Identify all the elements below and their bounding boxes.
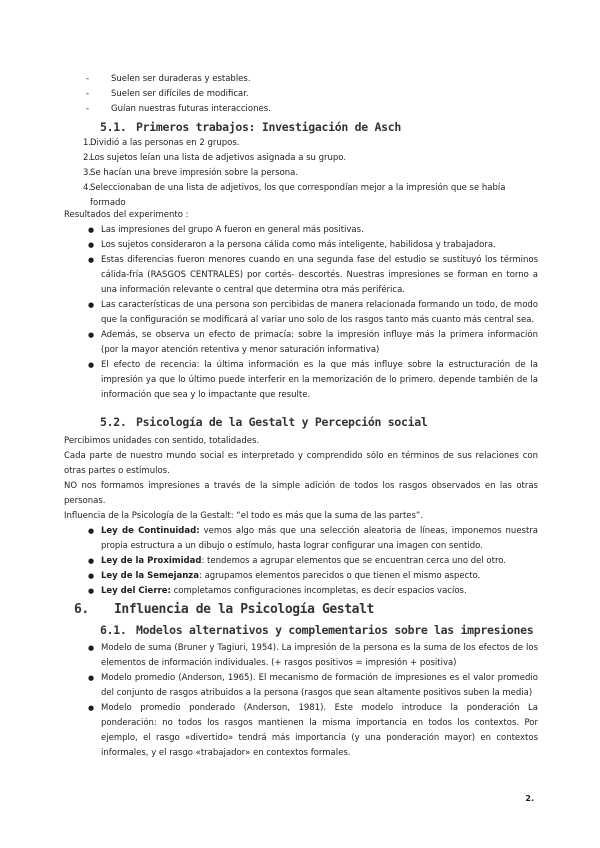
paragraph: NO nos formamos impresiones a través de la simple adición de todos los rasgos observados en las otras personas. xyxy=(64,481,538,506)
results-list xyxy=(64,223,538,403)
section-heading-6: 6. Influencia de la Psicología Gestalt xyxy=(74,602,374,617)
list-item: ● Las características de una persona son percibidas de manera relacionada formando un todo, de modo que la configuración se modificará al variar uno solo de los rasgos tanto más cuanto más central sea. xyxy=(88,300,538,325)
section-heading-5-1: 5.1. Primeros trabajos: Investigación de Asch xyxy=(100,120,401,134)
paragraph: Cada parte de nuestro mundo social es interpretado y comprendido sólo en términos de sus relaciones con otras partes o estímulos. xyxy=(64,451,538,476)
list-item: ● Modelo promedio (Anderson, 1965). El mecanismo de formación de impresiones es el valor promedio del conjunto de rasgos atribuidos a la persona (rasgos que sean altamente positivos suben la media) xyxy=(88,673,538,698)
list-item: - Guían nuestras futuras interacciones. xyxy=(86,104,271,114)
list-item: ● Modelo de suma (Bruner y Tagiuri, 1954). La impresión de la persona es la suma de los efectos de los elementos de información individuales. (+ rasgos positivos = impresión + positiva) xyxy=(88,643,538,668)
list-item: ● Ley del Cierre: completamos configuraciones incompletas, es decir espacios vacíos. xyxy=(88,586,467,596)
list-item: ● El efecto de recencia: la última información es la que más influye sobre la estructuración de la impresión ya que lo último puede interferir en la memorización de lo primero. depende también de la información que sea y lo impactante que resulte. xyxy=(88,360,538,400)
section-heading-5-2: 5.2. Psicología de la Gestalt y Percepción social xyxy=(100,415,428,429)
page-number: 2. xyxy=(525,794,534,803)
list-item: ● Las impresiones del grupo A fueron en general más positivas. xyxy=(88,225,364,235)
gestalt-laws-list xyxy=(64,524,538,599)
list-item: ● Ley de la Proximidad: tendemos a agrupar elementos que se encuentran cerca uno del otro. xyxy=(88,556,507,566)
list-item: ● Ley de Continuidad: vemos algo más que una selección aleatoria de líneas, imponemos nuestra propia estructura a un dibujo o estímulo, hasta lograr configurar una imagen con sentido. xyxy=(88,526,539,551)
list-item: 3. Se hacían una breve impresión sobre la persona. xyxy=(83,168,299,178)
dash-list xyxy=(64,72,538,117)
list-item: ● Los sujetos consideraron a la persona cálida como más inteligente, habilidosa y trabajadora. xyxy=(88,240,496,250)
models-list xyxy=(64,641,538,761)
numbered-list xyxy=(64,136,538,211)
list-item: 4. Seleccionaban de una lista de adjetivos, los que correspondían mejor a la impresión que se había formado xyxy=(83,183,506,208)
list-item: - Suelen ser difíciles de modificar. xyxy=(86,89,249,99)
section-heading-6-1: 6.1. Modelos alternativos y complementarios sobre las impresiones xyxy=(100,623,534,637)
list-item: ● Estas diferencias fueron menores cuando en una segunda fase del estudio se sustituyó los términos cálida-fría (RASGOS CENTRALES) por cortés- descortés. Nuestras impresiones se forman en torno a una información relevante o central que determina otra más periférica. xyxy=(88,255,538,295)
list-item: ● Ley de la Semejanza: agrupamos elementos parecidos o que tienen el mismo aspecto. xyxy=(88,571,481,581)
list-item: 2. Los sujetos leían una lista de adjetivos asignada a su grupo. xyxy=(83,153,347,163)
paragraph: Influencia de la Psicología de la Gestalt: “el todo es más que la suma de las partes”. xyxy=(64,511,424,521)
list-item: 1. Dividió a las personas en 2 grupos. xyxy=(83,138,240,148)
list-item: ● Modelo promedio ponderado (Anderson, 1981). Este modelo introduce la ponderación La ponderación: no todos los rasgos mantienen la misma importancia en todos los contextos. Por ejemplo, el rasgo «divertido» tendrá más importancia (y una ponderación mayor) en contextos informales, y el rasgo «trabajador» en contextos formales. xyxy=(88,703,538,758)
results-label: Resultados del experimento : xyxy=(64,210,189,220)
list-item: - Suelen ser duraderas y estables. xyxy=(86,74,251,84)
list-item: ● Además, se observa un efecto de primacía: sobre la impresión influye más la primera información (por la mayor atención retentiva y menor saturación informativa) xyxy=(88,330,538,355)
gestalt-paragraphs xyxy=(64,434,538,524)
paragraph: Percibimos unidades con sentido, totalidades. xyxy=(64,436,260,446)
